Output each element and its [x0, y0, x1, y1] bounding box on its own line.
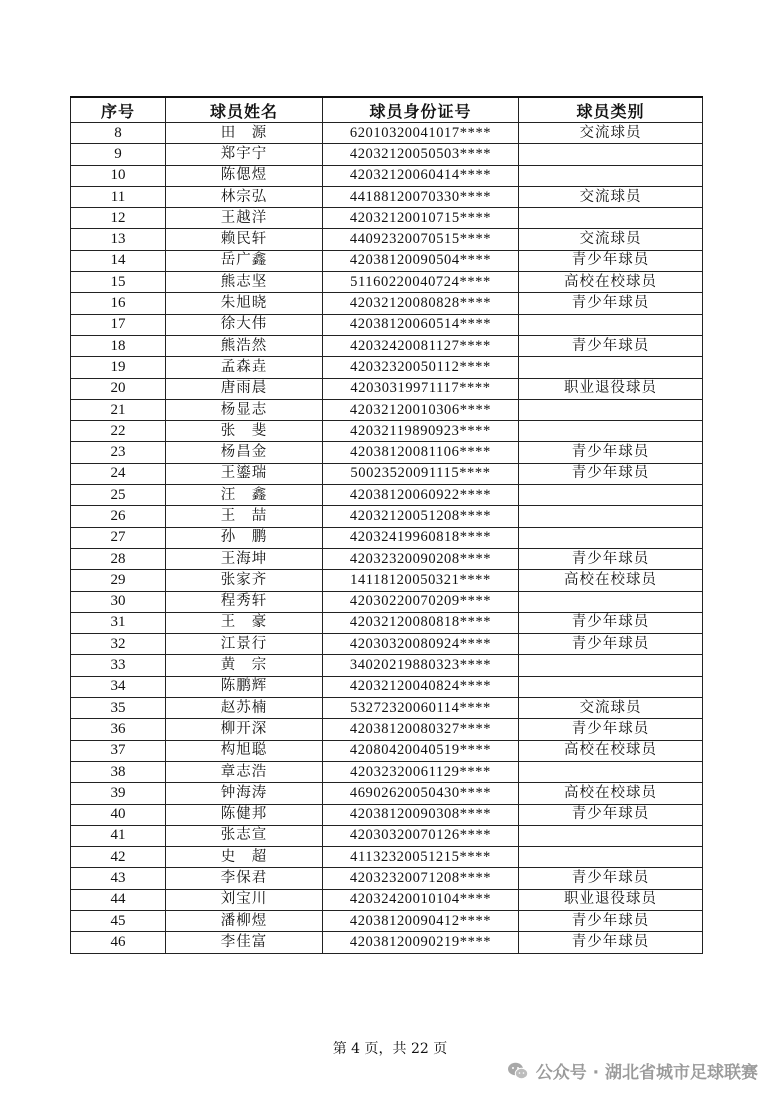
cell-player-category: 交流球员 — [519, 123, 703, 144]
cell-serial-number: 34 — [71, 676, 166, 697]
header-player-name: 球员姓名 — [166, 97, 323, 123]
cell-player-id: 62010320041017**** — [323, 123, 519, 144]
cell-player-category: 高校在校球员 — [519, 570, 703, 591]
cell-serial-number: 9 — [71, 144, 166, 165]
cell-serial-number: 14 — [71, 250, 166, 271]
cell-player-category — [519, 655, 703, 676]
cell-player-name: 赖民轩 — [166, 229, 323, 250]
table-row — [71, 612, 703, 633]
cell-player-name: 柳开深 — [166, 719, 323, 740]
cell-player-category — [519, 421, 703, 442]
cell-serial-number: 44 — [71, 889, 166, 910]
cell-player-id: 42038120081106**** — [323, 442, 519, 463]
table-row — [71, 165, 703, 186]
cell-player-name: 熊浩然 — [166, 335, 323, 356]
cell-serial-number: 37 — [71, 740, 166, 761]
table-row — [71, 847, 703, 868]
cell-player-name: 李保君 — [166, 868, 323, 889]
cell-serial-number: 23 — [71, 442, 166, 463]
cell-player-name: 史 超 — [166, 847, 323, 868]
cell-serial-number: 28 — [71, 548, 166, 569]
cell-player-category: 青少年球员 — [519, 335, 703, 356]
cell-player-id: 41132320051215**** — [323, 847, 519, 868]
cell-player-id: 42032120050503**** — [323, 144, 519, 165]
cell-player-category: 青少年球员 — [519, 910, 703, 931]
cell-player-name: 构旭聪 — [166, 740, 323, 761]
cell-serial-number: 13 — [71, 229, 166, 250]
cell-serial-number: 29 — [71, 570, 166, 591]
cell-player-name: 章志浩 — [166, 761, 323, 782]
cell-player-id: 42032120080828**** — [323, 293, 519, 314]
table-row — [71, 378, 703, 399]
cell-player-id: 42030319971117**** — [323, 378, 519, 399]
watermark-text: 公众号 · 湖北省城市足球联赛 — [535, 1063, 758, 1083]
cell-player-id: 50023520091115**** — [323, 463, 519, 484]
table-row — [71, 634, 703, 655]
cell-player-name: 王海坤 — [166, 548, 323, 569]
table-row — [71, 655, 703, 676]
cell-player-id: 42032420010104**** — [323, 889, 519, 910]
cell-player-category — [519, 676, 703, 697]
cell-player-id: 34020219880323**** — [323, 655, 519, 676]
table-row — [71, 740, 703, 761]
cell-serial-number: 26 — [71, 506, 166, 527]
cell-player-category: 青少年球员 — [519, 932, 703, 953]
table-row — [71, 910, 703, 931]
cell-player-id: 42038120080327**** — [323, 719, 519, 740]
cell-player-name: 王 喆 — [166, 506, 323, 527]
table-row — [71, 123, 703, 144]
cell-player-name: 刘宝川 — [166, 889, 323, 910]
table-row — [71, 804, 703, 825]
cell-player-id: 42032120040824**** — [323, 676, 519, 697]
cell-player-category: 交流球员 — [519, 229, 703, 250]
cell-player-id: 42032320071208**** — [323, 868, 519, 889]
cell-player-category — [519, 357, 703, 378]
cell-player-id: 46902620050430**** — [323, 783, 519, 804]
cell-player-name: 林宗弘 — [166, 186, 323, 207]
cell-player-category: 职业退役球员 — [519, 378, 703, 399]
cell-player-id: 14118120050321**** — [323, 570, 519, 591]
cell-player-category — [519, 761, 703, 782]
cell-serial-number: 11 — [71, 186, 166, 207]
table-body — [71, 123, 703, 954]
cell-player-id: 42032120060414**** — [323, 165, 519, 186]
cell-serial-number: 25 — [71, 485, 166, 506]
cell-player-category — [519, 144, 703, 165]
cell-player-category — [519, 485, 703, 506]
table-header-row — [71, 97, 703, 123]
table-row — [71, 250, 703, 271]
cell-player-id: 42032120080818**** — [323, 612, 519, 633]
table-row — [71, 293, 703, 314]
cell-serial-number: 19 — [71, 357, 166, 378]
table-row — [71, 676, 703, 697]
cell-player-name: 张志宣 — [166, 825, 323, 846]
cell-player-id: 42038120090219**** — [323, 932, 519, 953]
cell-serial-number: 24 — [71, 463, 166, 484]
cell-player-category — [519, 208, 703, 229]
cell-player-category — [519, 506, 703, 527]
table-row — [71, 548, 703, 569]
cell-player-name: 钟海涛 — [166, 783, 323, 804]
cell-player-name: 杨显志 — [166, 399, 323, 420]
cell-serial-number: 46 — [71, 932, 166, 953]
cell-player-category: 高校在校球员 — [519, 783, 703, 804]
cell-serial-number: 42 — [71, 847, 166, 868]
cell-player-category — [519, 591, 703, 612]
table-row — [71, 868, 703, 889]
cell-player-id: 42038120060514**** — [323, 314, 519, 335]
table-row — [71, 186, 703, 207]
cell-serial-number: 18 — [71, 335, 166, 356]
page-number: 第 4 页，共 22 页 — [332, 1041, 448, 1057]
cell-serial-number: 12 — [71, 208, 166, 229]
cell-player-name: 徐大伟 — [166, 314, 323, 335]
table-row — [71, 335, 703, 356]
cell-player-category: 青少年球员 — [519, 719, 703, 740]
cell-player-name: 熊志坚 — [166, 272, 323, 293]
cell-player-category: 青少年球员 — [519, 804, 703, 825]
cell-serial-number: 38 — [71, 761, 166, 782]
table-row — [71, 421, 703, 442]
cell-player-name: 田 源 — [166, 123, 323, 144]
table-row — [71, 591, 703, 612]
cell-player-id: 42030320080924**** — [323, 634, 519, 655]
cell-player-name: 岳广鑫 — [166, 250, 323, 271]
cell-player-name: 陈健邦 — [166, 804, 323, 825]
cell-player-name: 潘柳煜 — [166, 910, 323, 931]
table-row — [71, 506, 703, 527]
table-row — [71, 229, 703, 250]
cell-player-category: 青少年球员 — [519, 868, 703, 889]
cell-serial-number: 10 — [71, 165, 166, 186]
cell-player-name: 陈偲煜 — [166, 165, 323, 186]
table-row — [71, 442, 703, 463]
cell-player-id: 42032419960818**** — [323, 527, 519, 548]
cell-player-name: 唐雨晨 — [166, 378, 323, 399]
cell-player-id: 42032120010306**** — [323, 399, 519, 420]
table-row — [71, 485, 703, 506]
cell-player-category — [519, 314, 703, 335]
cell-player-name: 孟森垚 — [166, 357, 323, 378]
cell-player-category — [519, 399, 703, 420]
table-row — [71, 272, 703, 293]
cell-player-name: 陈鹏辉 — [166, 676, 323, 697]
cell-serial-number: 16 — [71, 293, 166, 314]
cell-player-category — [519, 825, 703, 846]
cell-player-category: 交流球员 — [519, 698, 703, 719]
cell-serial-number: 30 — [71, 591, 166, 612]
table-row — [71, 825, 703, 846]
cell-player-name: 王鎏瑞 — [166, 463, 323, 484]
cell-player-category: 高校在校球员 — [519, 740, 703, 761]
cell-serial-number: 45 — [71, 910, 166, 931]
table-row — [71, 144, 703, 165]
cell-player-name: 程秀轩 — [166, 591, 323, 612]
table-row — [71, 889, 703, 910]
cell-player-id: 42032420081127**** — [323, 335, 519, 356]
cell-player-name: 张家齐 — [166, 570, 323, 591]
watermark — [506, 1058, 758, 1083]
cell-serial-number: 31 — [71, 612, 166, 633]
cell-player-id: 42038120090412**** — [323, 910, 519, 931]
cell-serial-number: 15 — [71, 272, 166, 293]
cell-serial-number: 43 — [71, 868, 166, 889]
header-player-category: 球员类别 — [519, 97, 703, 123]
cell-player-category — [519, 847, 703, 868]
cell-player-category — [519, 165, 703, 186]
cell-player-category — [519, 527, 703, 548]
cell-player-id: 42080420040519**** — [323, 740, 519, 761]
cell-serial-number: 39 — [71, 783, 166, 804]
cell-serial-number: 27 — [71, 527, 166, 548]
cell-player-category: 青少年球员 — [519, 612, 703, 633]
table-row — [71, 208, 703, 229]
cell-player-id: 44092320070515**** — [323, 229, 519, 250]
table-row — [71, 399, 703, 420]
cell-player-id: 42030320070126**** — [323, 825, 519, 846]
table-row — [71, 719, 703, 740]
cell-player-id: 42038120090504**** — [323, 250, 519, 271]
cell-serial-number: 40 — [71, 804, 166, 825]
cell-player-id: 42032120010715**** — [323, 208, 519, 229]
table-row — [71, 463, 703, 484]
cell-player-name: 朱旭晓 — [166, 293, 323, 314]
cell-player-id: 42032320050112**** — [323, 357, 519, 378]
cell-serial-number: 22 — [71, 421, 166, 442]
table-row — [71, 932, 703, 953]
table-row — [71, 761, 703, 782]
cell-player-id: 42032120051208**** — [323, 506, 519, 527]
cell-player-name: 江景行 — [166, 634, 323, 655]
cell-player-category: 青少年球员 — [519, 250, 703, 271]
cell-player-id: 42032320090208**** — [323, 548, 519, 569]
cell-serial-number: 41 — [71, 825, 166, 846]
cell-player-id: 42038120060922**** — [323, 485, 519, 506]
cell-player-name: 王 豪 — [166, 612, 323, 633]
table-row — [71, 527, 703, 548]
cell-serial-number: 20 — [71, 378, 166, 399]
cell-player-name: 郑宇宁 — [166, 144, 323, 165]
cell-player-category: 青少年球员 — [519, 634, 703, 655]
cell-serial-number: 33 — [71, 655, 166, 676]
table-row — [71, 357, 703, 378]
cell-serial-number: 35 — [71, 698, 166, 719]
header-player-id: 球员身份证号 — [323, 97, 519, 123]
header-serial-number: 序号 — [71, 97, 166, 123]
cell-player-category: 交流球员 — [519, 186, 703, 207]
cell-player-name: 汪 鑫 — [166, 485, 323, 506]
cell-serial-number: 17 — [71, 314, 166, 335]
cell-player-name: 张 斐 — [166, 421, 323, 442]
table-row — [71, 783, 703, 804]
cell-player-id: 42038120090308**** — [323, 804, 519, 825]
cell-player-category: 职业退役球员 — [519, 889, 703, 910]
cell-player-name: 杨昌金 — [166, 442, 323, 463]
cell-serial-number: 36 — [71, 719, 166, 740]
table-row — [71, 314, 703, 335]
table-row — [71, 570, 703, 591]
cell-player-name: 王越洋 — [166, 208, 323, 229]
cell-serial-number: 32 — [71, 634, 166, 655]
cell-player-name: 黄 宗 — [166, 655, 323, 676]
cell-player-id: 51160220040724**** — [323, 272, 519, 293]
cell-player-category: 青少年球员 — [519, 442, 703, 463]
cell-player-id: 42030220070209**** — [323, 591, 519, 612]
cell-player-category: 高校在校球员 — [519, 272, 703, 293]
cell-player-category: 青少年球员 — [519, 463, 703, 484]
cell-player-name: 赵苏楠 — [166, 698, 323, 719]
player-roster-table — [70, 96, 703, 954]
cell-serial-number: 8 — [71, 123, 166, 144]
cell-player-name: 李佳富 — [166, 932, 323, 953]
cell-player-id: 44188120070330**** — [323, 186, 519, 207]
cell-player-category: 青少年球员 — [519, 548, 703, 569]
table-row — [71, 698, 703, 719]
cell-player-id: 53272320060114**** — [323, 698, 519, 719]
cell-serial-number: 21 — [71, 399, 166, 420]
cell-player-name: 孙 鹏 — [166, 527, 323, 548]
cell-player-id: 42032320061129**** — [323, 761, 519, 782]
cell-player-id: 42032119890923**** — [323, 421, 519, 442]
cell-player-category: 青少年球员 — [519, 293, 703, 314]
wechat-icon — [506, 1059, 530, 1083]
